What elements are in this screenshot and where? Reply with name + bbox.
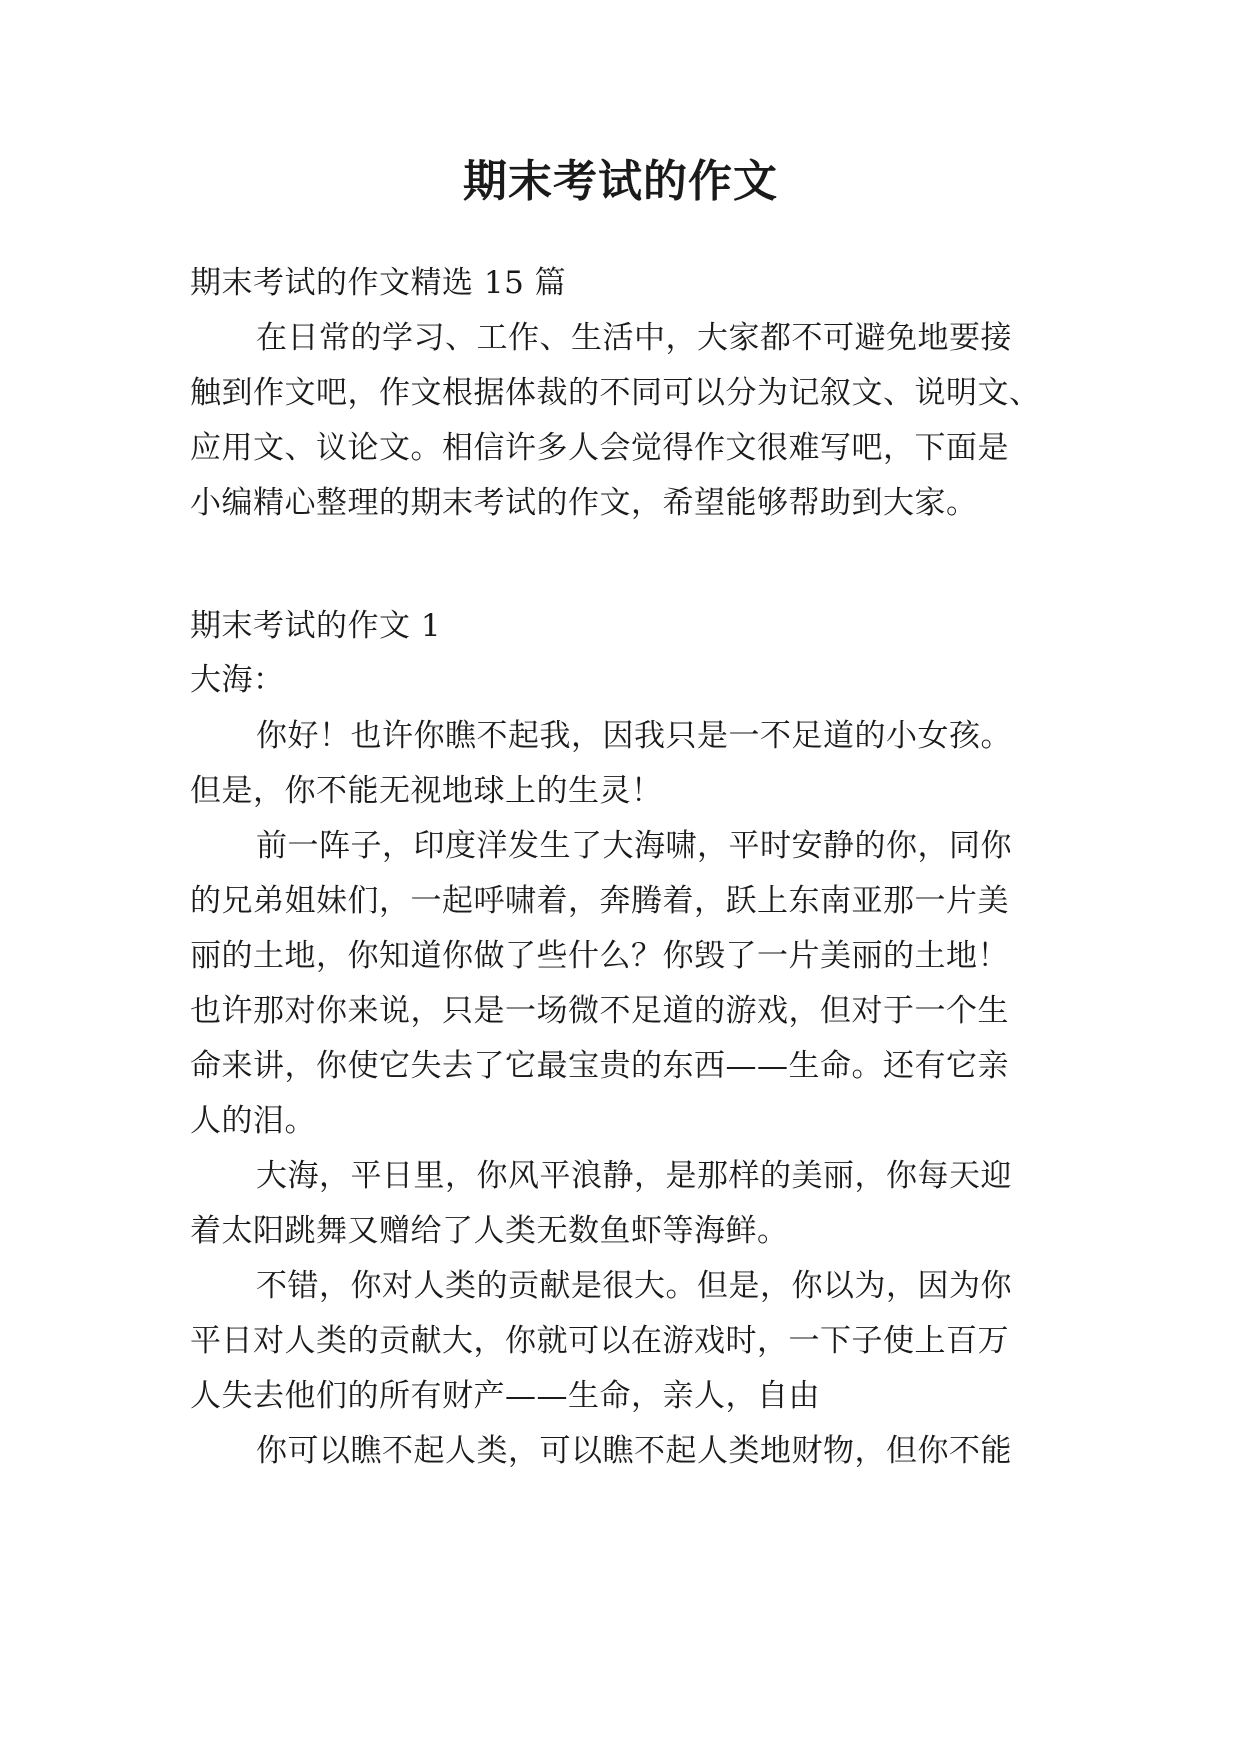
paragraph-line: 的兄弟姐妹们，一起呼啸着，奔腾着，跃上东南亚那一片美 (190, 883, 1009, 919)
paragraph-line: 也许那对你来说，只是一场微不足道的游戏，但对于一个生 (190, 993, 1009, 1029)
paragraph-line: 丽的土地，你知道你做了些什么？你毁了一片美丽的土地！ (190, 938, 1009, 974)
paragraph-line: 大海，平日里，你风平浪静，是那样的美丽，你每天迎 (256, 1158, 1012, 1194)
salutation-line: 大海： (190, 662, 285, 698)
paragraph-line: 在日常的学习、工作、生活中，大家都不可避免地要接 (256, 320, 1012, 356)
paragraph-line: 你可以瞧不起人类，可以瞧不起人类地财物，但你不能 (256, 1433, 1012, 1469)
subtitle-line: 期末考试的作文精选 15 篇 (190, 265, 567, 301)
paragraph-line: 命来讲，你使它失去了它最宝贵的东西——生命。还有它亲 (190, 1048, 1009, 1084)
paragraph-line: 你好！也许你瞧不起我，因我只是一不足道的小女孩。 (256, 718, 1012, 754)
paragraph-line: 触到作文吧，作文根据体裁的不同可以分为记叙文、说明文、 (190, 375, 1041, 411)
paragraph-line: 不错，你对人类的贡献是很大。但是，你以为，因为你 (256, 1268, 1012, 1304)
paragraph-line: 人的泪。 (190, 1103, 316, 1139)
paragraph-line: 前一阵子，印度洋发生了大海啸，平时安静的你，同你 (256, 828, 1012, 864)
document-title: 期末考试的作文 (463, 156, 778, 207)
section-heading: 期末考试的作文 1 (190, 608, 442, 644)
paragraph-line: 但是，你不能无视地球上的生灵！ (190, 773, 663, 809)
paragraph-line: 应用文、议论文。相信许多人会觉得作文很难写吧，下面是 (190, 430, 1009, 466)
paragraph-line: 着太阳跳舞又赠给了人类无数鱼虾等海鲜。 (190, 1213, 789, 1249)
paragraph-line: 小编精心整理的期末考试的作文，希望能够帮助到大家。 (190, 485, 978, 521)
paragraph-line: 平日对人类的贡献大，你就可以在游戏时，一下子使上百万 (190, 1323, 1009, 1359)
paragraph-line: 人失去他们的所有财产——生命，亲人，自由 (190, 1378, 820, 1414)
